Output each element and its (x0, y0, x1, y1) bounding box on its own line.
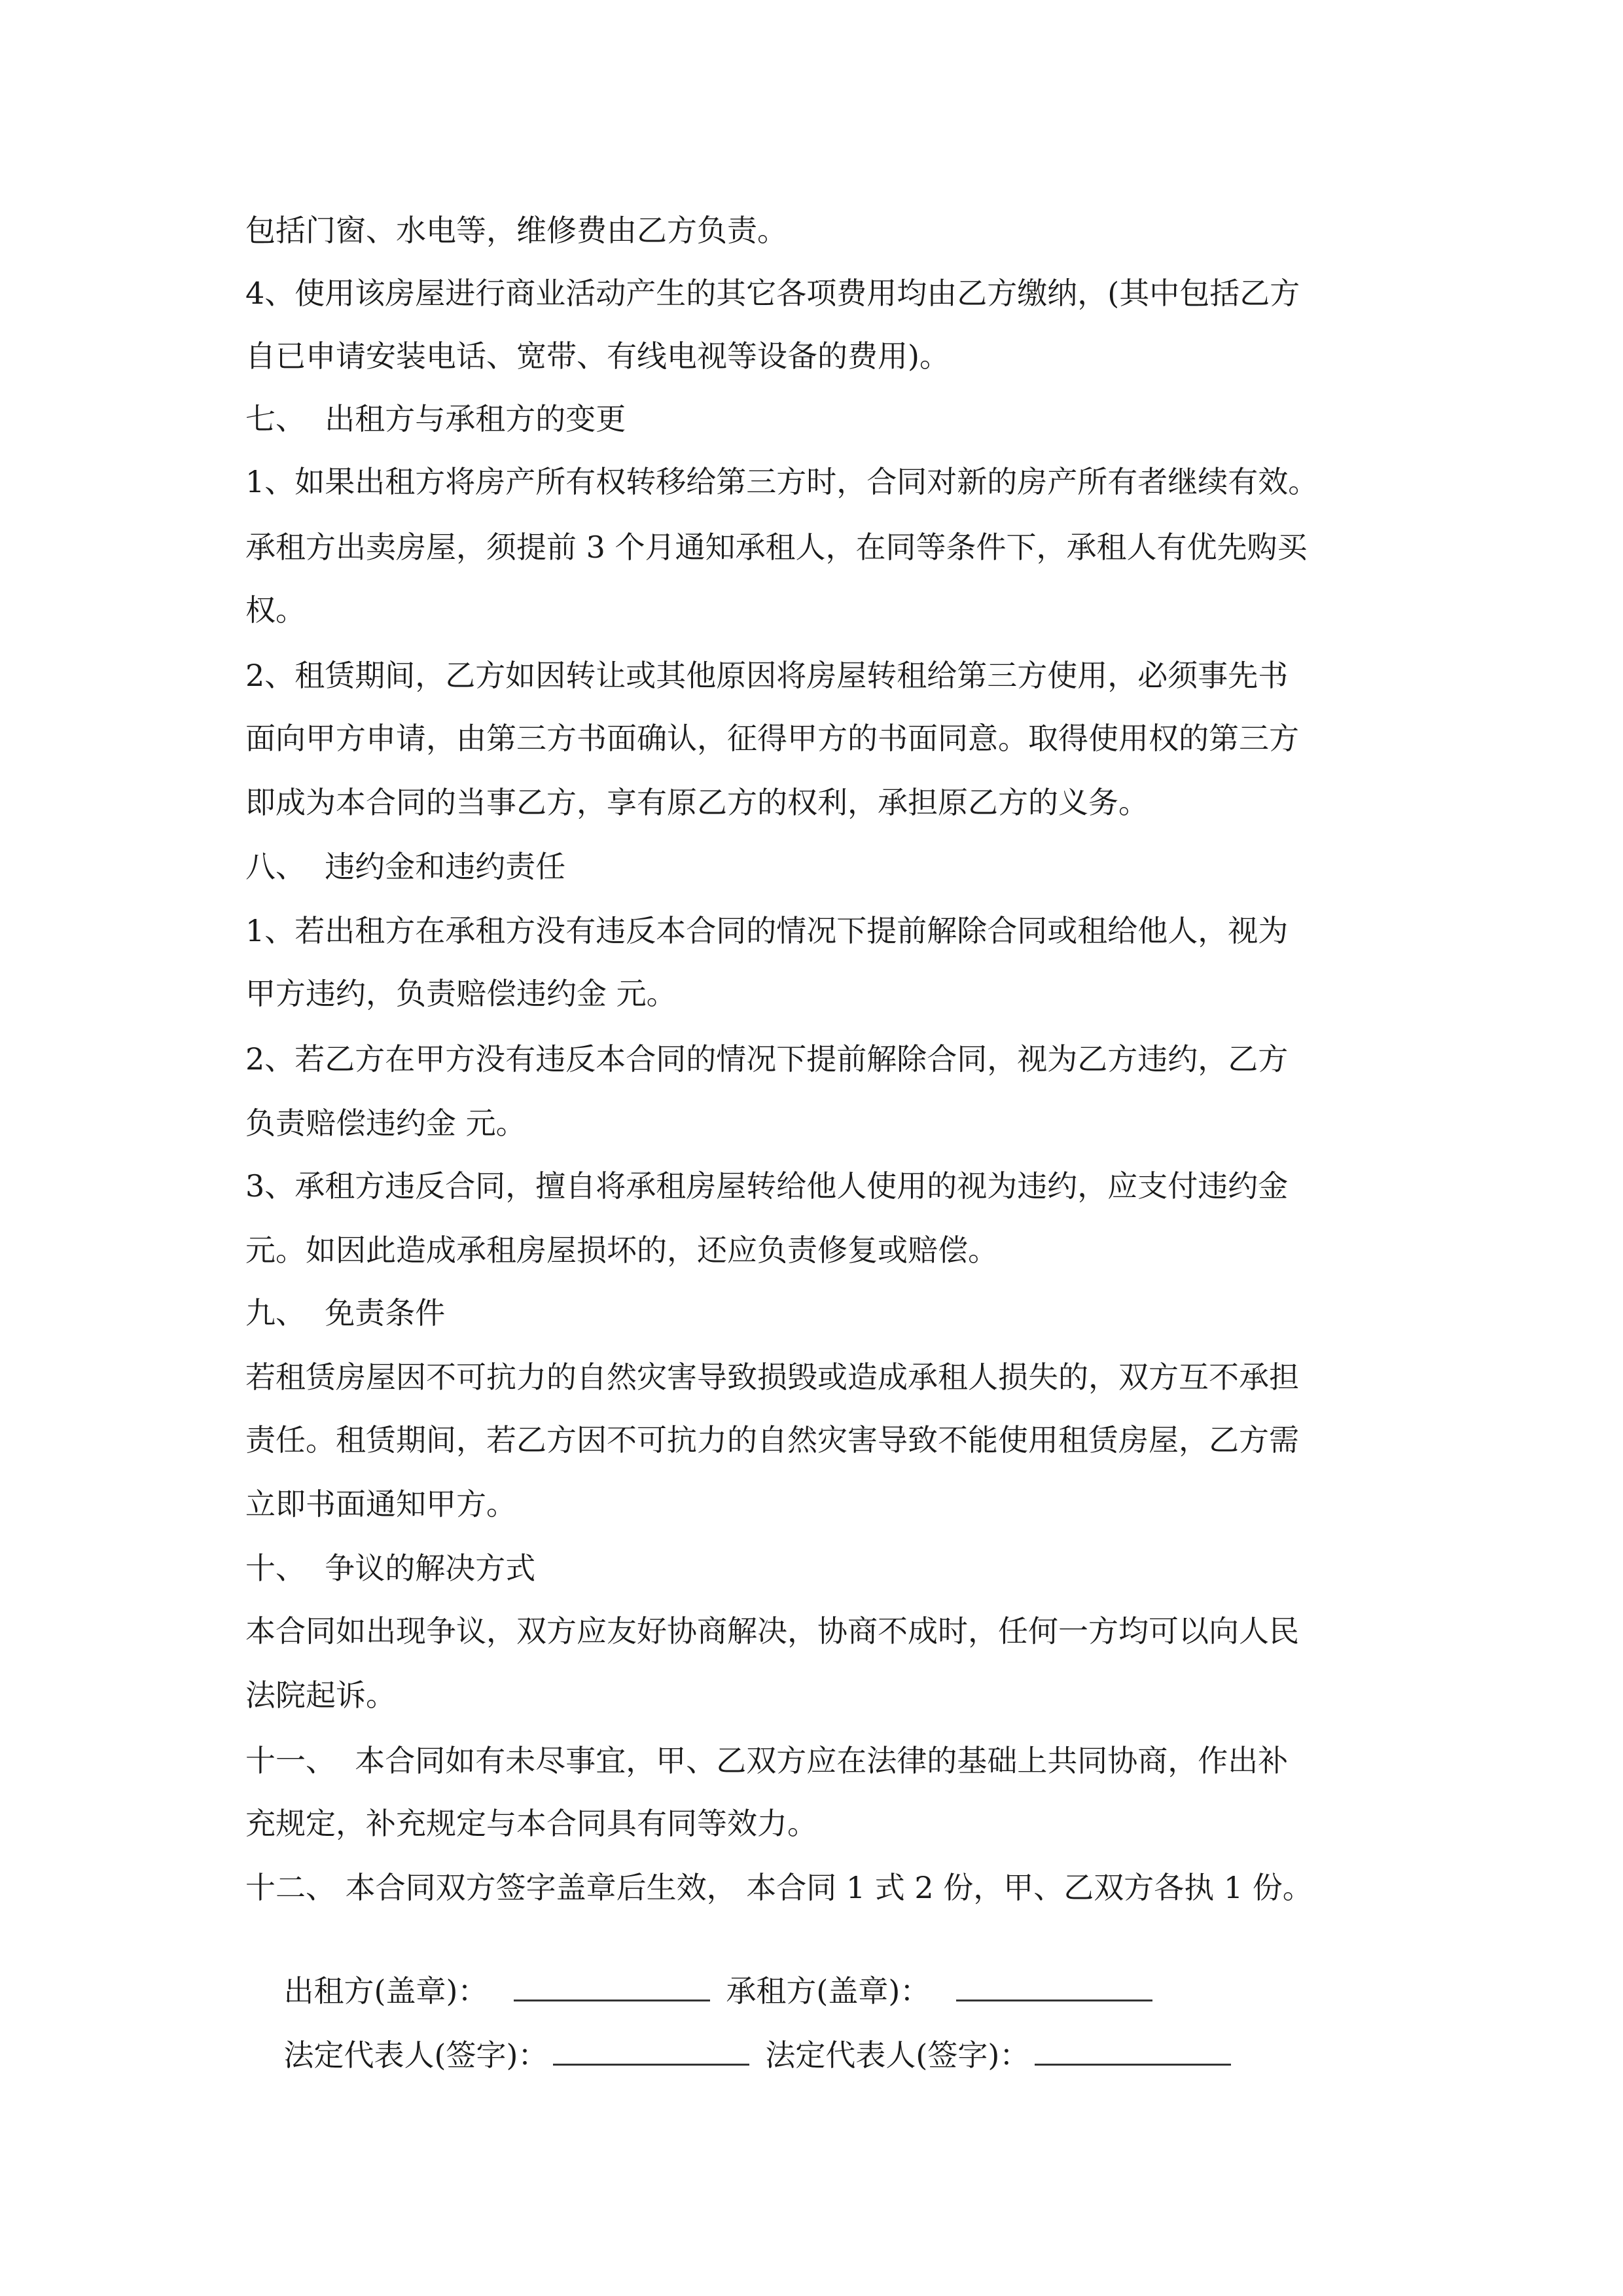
text-line: 自已申请安装电话、宽带、有线电视等设备的费用)。 (245, 338, 950, 374)
text-line: 4、使用该房屋进行商业活动产生的其它各项费用均由乙方缴纳，(其中包括乙方 (245, 276, 1300, 311)
text-line: 十一、 本合同如有未尽事宜，甲、乙双方应在法律的基础上共同协商，作出补 (245, 1743, 1289, 1778)
text-line: 十二、 本合同双方签字盖章后生效， 本合同 1 式 2 份，甲、乙双方各执 1 份。 (245, 1870, 1313, 1905)
text-line: 甲方违约，负责赔偿违约金 元。 (245, 976, 677, 1011)
section-heading: 十、 争议的解决方式 (245, 1551, 536, 1586)
text-line: 1、如果出租方将房产所有权转移给第三方时，合同对新的房产所有者继续有效。 (245, 464, 1319, 499)
text-line: 权。 (245, 592, 306, 628)
text-line: 本合同如出现争议，双方应友好协商解决，协商不成时，任何一方均可以向人民 (245, 1613, 1299, 1649)
text-line: 面向甲方申请，由第三方书面确认，征得甲方的书面同意。取得使用权的第三方 (245, 721, 1299, 756)
text-line: 2、租赁期间，乙方如因转让或其他原因将房屋转租给第三方使用，必须事先书 (245, 658, 1289, 693)
text-line: 充规定，补充规定与本合同具有同等效力。 (245, 1806, 817, 1841)
lessee-rep-blank (1035, 2061, 1231, 2066)
text-line: 3、承租方违反合同，擅自将承租房屋转给他人使用的视为违约，应支付违约金 (245, 1168, 1289, 1204)
text-line: 法院起诉。 (245, 1677, 396, 1713)
lessor-rep-label: 法定代表人(签字)： (283, 2037, 548, 2073)
lessor-rep-blank (553, 2061, 749, 2066)
lessee-seal-label: 承租方(盖章)： (726, 1973, 931, 2009)
text-line: 1、若出租方在承租方没有违反本合同的情况下提前解除合同或租给他人，视为 (245, 913, 1289, 948)
section-heading: 八、 违约金和违约责任 (245, 849, 566, 884)
text-line: 责任。租赁期间，若乙方因不可抗力的自然灾害导致不能使用租赁房屋，乙方需 (245, 1422, 1299, 1458)
text-line: 2、若乙方在甲方没有违反本合同的情况下提前解除合同，视为乙方违约，乙方 (245, 1041, 1289, 1077)
text-line: 元。如因此造成承租房屋损坏的，还应负责修复或赔偿。 (245, 1232, 998, 1268)
text-line: 即成为本合同的当事乙方，享有原乙方的权利，承担原乙方的义务。 (245, 785, 1149, 820)
lessee-rep-label: 法定代表人(签字)： (765, 2037, 1030, 2073)
representative-signature-row (245, 1996, 1247, 2114)
text-line: 负责赔偿违约金 元。 (245, 1105, 526, 1141)
lessor-seal-label: 出租方(盖章)： (283, 1973, 488, 2009)
section-heading: 七、 出租方与承租方的变更 (245, 401, 626, 437)
text-line: 承租方出卖房屋，须提前 3 个月通知承租人，在同等条件下，承租人有优先购买 (245, 529, 1308, 565)
text-line: 立即书面通知甲方。 (245, 1486, 516, 1522)
text-line: 若租赁房屋因不可抗力的自然灾害导致损毁或造成承租人损失的，双方互不承担 (245, 1359, 1299, 1395)
section-heading: 九、 免责条件 (245, 1295, 446, 1331)
text-line: 包括门窗、水电等，维修费由乙方负责。 (245, 213, 787, 248)
